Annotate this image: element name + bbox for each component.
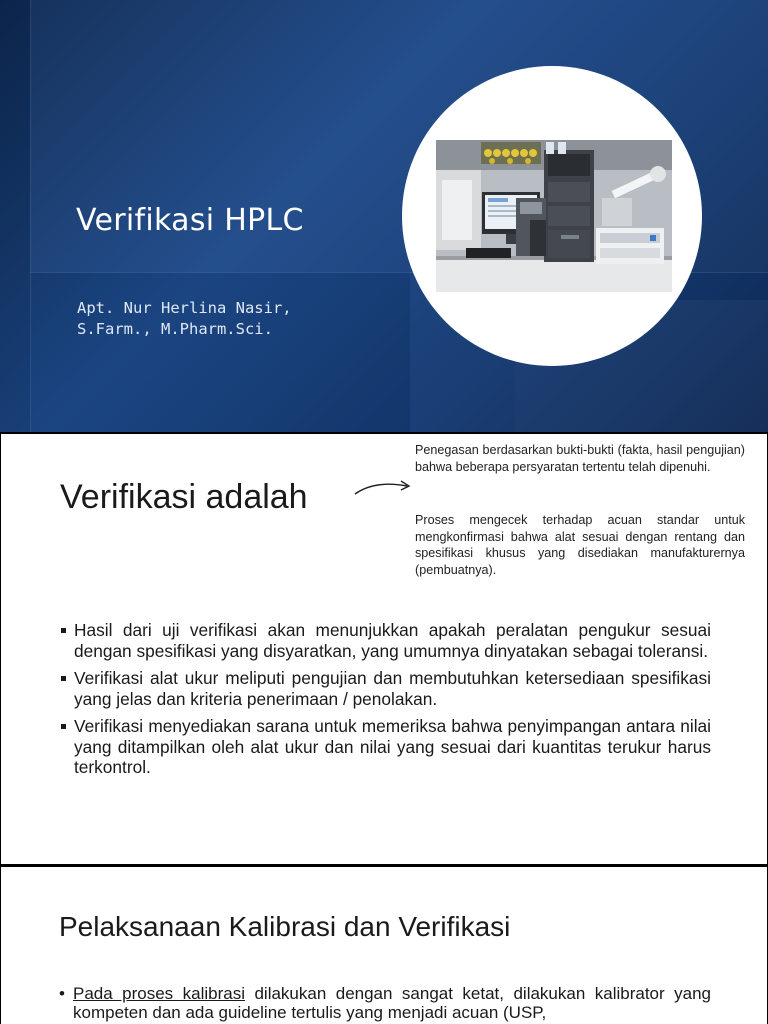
implementation-slide bbox=[1, 867, 767, 1024]
bullet-list bbox=[61, 620, 711, 785]
slide-heading: Verifikasi adalah bbox=[60, 478, 308, 516]
author-name bbox=[77, 298, 377, 340]
bullet-text: Verifikasi alat ukur meliputi pengujian dan membutuhkan ketersediaan spesifikasi yang jelas dan kriteria penerimaan / penolakan. bbox=[74, 668, 711, 709]
background-panel bbox=[0, 0, 30, 432]
bullet-list bbox=[59, 984, 711, 1022]
definition-note: Proses mengecek terhadap acuan standar untuk mengkonfirmasi bahwa alat sesuai dengan rentang dan spesifikasi khusus yang disediakan manufakturernya (pembuatnya). bbox=[415, 513, 745, 577]
list-item bbox=[61, 620, 711, 661]
bullet-text: Hasil dari uji verifikasi akan menunjukkan apakah peralatan pengukur sesuai dengan spesifikasi yang disyaratkan, yang umumnya dinyatakan sebagai toleransi. bbox=[74, 620, 711, 661]
list-item bbox=[59, 984, 711, 1022]
background-panel bbox=[30, 272, 410, 432]
bullet-text: dilakukan dengan sangat ketat, dilakukan kalibrator yang kompeten dan ada guideline tertulis yang menjadi acuan (USP, bbox=[73, 984, 711, 1022]
underlined-phrase: Pada proses kalibrasi bbox=[73, 984, 245, 1003]
bullet-square-icon bbox=[61, 628, 66, 633]
definition-slide bbox=[1, 434, 767, 864]
curved-arrow-icon bbox=[353, 474, 413, 504]
author-line: Apt. Nur Herlina Nasir, bbox=[77, 299, 292, 317]
list-item bbox=[61, 716, 711, 778]
slide-title: Verifikasi HPLC bbox=[76, 203, 304, 238]
definition-note: Penegasan berdasarkan bukti-bukti (fakta, hasil pengujian) bahwa beberapa persyaratan tertentu telah dipenuhi. bbox=[415, 443, 745, 474]
list-item bbox=[61, 668, 711, 709]
slide-heading: Pelaksanaan Kalibrasi dan Verifikasi bbox=[59, 911, 511, 942]
bullet-square-icon bbox=[61, 724, 66, 729]
bullet-square-icon bbox=[61, 676, 66, 681]
divider bbox=[30, 0, 31, 432]
hplc-instrument-photo bbox=[436, 140, 672, 292]
title-slide bbox=[0, 0, 768, 432]
author-line: S.Farm., M.Pharm.Sci. bbox=[77, 320, 273, 338]
bullet-dot-icon: • bbox=[59, 984, 65, 1003]
bullet-text: Verifikasi menyediakan sarana untuk memeriksa bahwa penyimpangan antara nilai yang ditampilkan oleh alat ukur dan nilai yang sesuai dari kuantitas terukur harus terkontrol. bbox=[74, 716, 711, 777]
